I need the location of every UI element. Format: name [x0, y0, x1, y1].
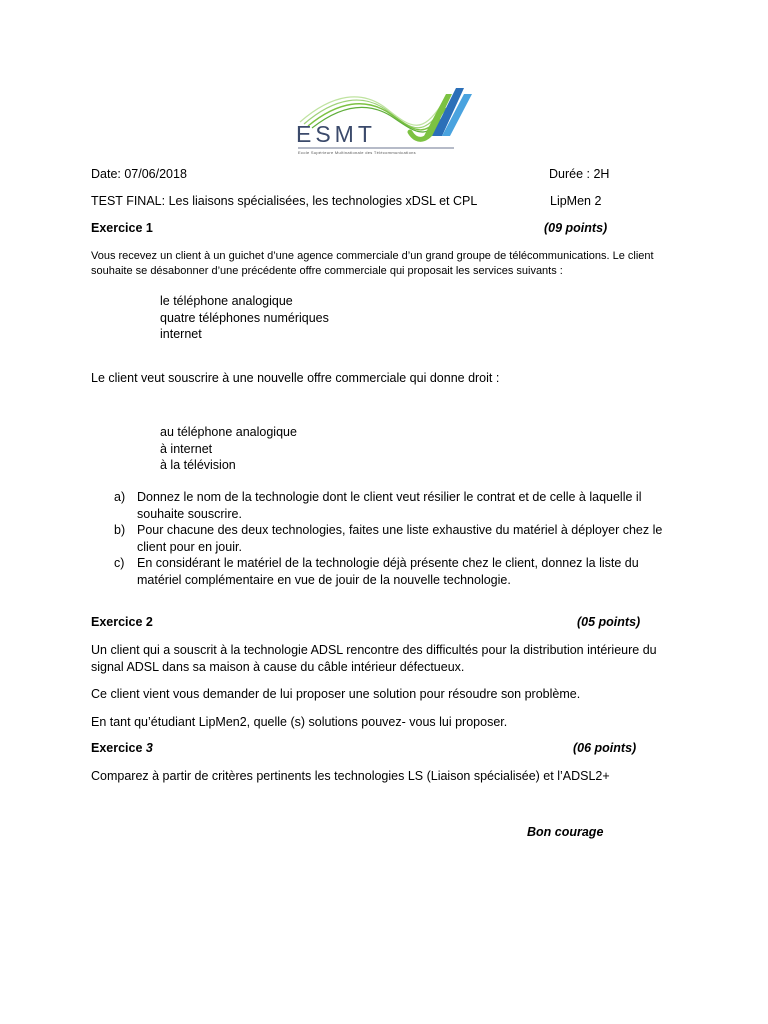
closing-text: Bon courage: [527, 825, 604, 839]
exam-date: Date: 07/06/2018: [91, 167, 187, 181]
logo-text: ESMT: [296, 121, 376, 147]
exercise-1-questions: [114, 489, 674, 588]
list-item: au téléphone analogique: [160, 425, 297, 439]
test-title: TEST FINAL: Les liaisons spécialisées, les technologies xDSL et CPL: [91, 194, 478, 208]
list-item: à la télévision: [160, 458, 236, 472]
exercise-1-title: Exercice 1: [91, 221, 153, 235]
list-item: internet: [160, 327, 202, 341]
exam-duration: Durée : 2H: [549, 167, 610, 181]
exercise-2-paragraph-3: En tant qu’étudiant LipMen2, quelle (s) solutions pouvez- vous lui proposer.: [91, 715, 508, 729]
list-item: le téléphone analogique: [160, 294, 293, 308]
exercise-2-paragraph-2: Ce client vient vous demander de lui proposer une solution pour résoudre son problème.: [91, 687, 581, 701]
exercise-3-points: (06 points): [573, 741, 637, 755]
exercise-3-text: Comparez à partir de critères pertinents les technologies LS (Liaison spécialisée) et l’ADSL2+: [91, 769, 610, 783]
exercise-3-title-prefix: Exercice: [91, 741, 146, 755]
esmt-logo: [292, 84, 474, 158]
exercise-2-points: (05 points): [577, 615, 641, 629]
exercise-1-intro: Vous recevez un client à un guichet d’une agence commerciale d’un grand groupe de télécommunications. Le client souhaite se désabonner d’une précédente offre commerciale qui proposait les services suivants :: [91, 250, 654, 277]
list-item: à internet: [160, 441, 213, 456]
exercise-3-title: [91, 741, 153, 755]
question-text: Pour chacune des deux technologies, faites une liste exhaustive du matériel à déployer chez le client pour en jouir.: [137, 523, 663, 554]
exercise-3-title-number: 3: [145, 741, 153, 755]
question-marker: c): [114, 556, 125, 570]
exercise-1-points: (09 points): [544, 221, 608, 235]
new-offer-text: Le client veut souscrire à une nouvelle offre commerciale qui donne droit :: [91, 371, 500, 385]
question-text: Donnez le nom de la technologie dont le client veut résilier le contrat et de celle à laquelle il souhaite souscrire.: [137, 490, 642, 521]
question-a: [114, 489, 674, 522]
question-b: [114, 522, 674, 555]
list-item: quatre téléphones numériques: [160, 310, 329, 325]
exercise-2-title: Exercice 2: [91, 615, 153, 629]
exercise-2-paragraph-1: Un client qui a souscrit à la technologie ADSL rencontre des difficultés pour la distribution intérieure du signal ADSL dans sa maison à cause du câble intérieur défectueux.: [91, 643, 657, 674]
question-marker: b): [114, 523, 126, 537]
logo-subtitle: Ecole Supérieure Multinationale des Télécommunications: [298, 150, 416, 155]
question-c: [114, 555, 674, 588]
question-text: En considérant le matériel de la technologie déjà présente chez le client, donnez la liste du matériel complémentaire en vue de jouir de la nouvelle technologie.: [137, 556, 639, 587]
class-name: LipMen 2: [550, 194, 602, 208]
new-services-list: [160, 424, 297, 474]
old-services-list: [160, 293, 329, 343]
question-marker: a): [114, 490, 126, 504]
